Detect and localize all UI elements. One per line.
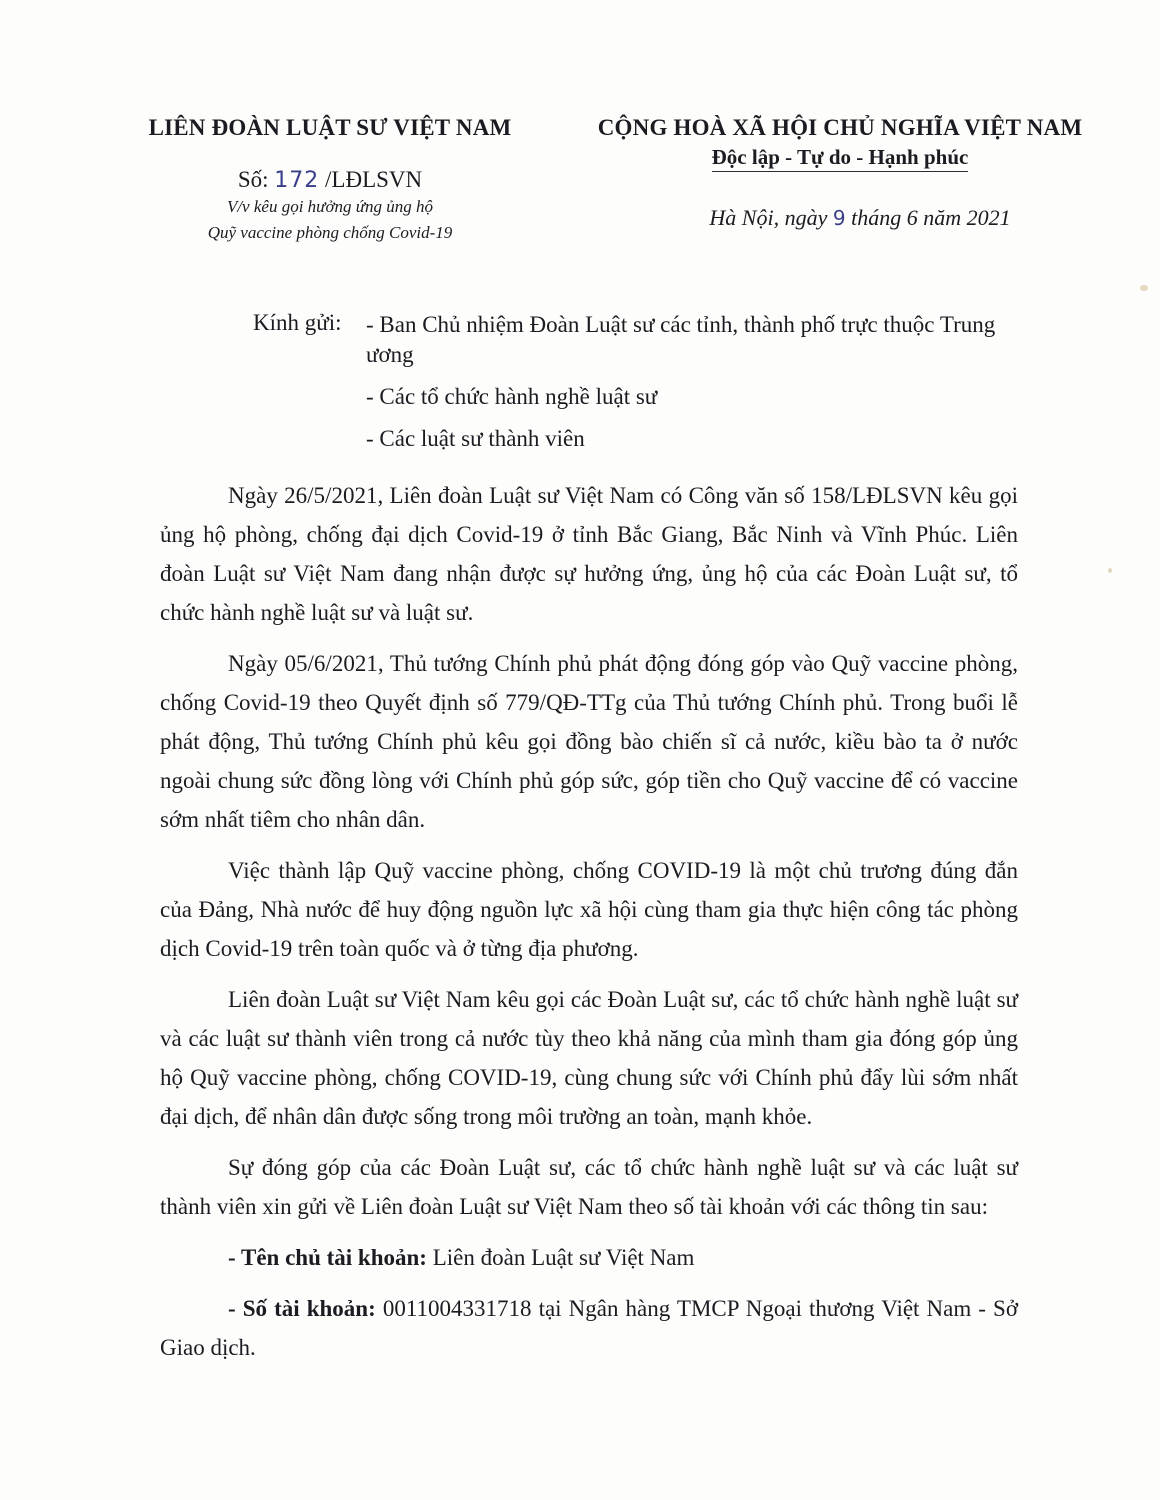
nation-title: CỘNG HOÀ XÃ HỘI CHỦ NGHĨA VIỆT NAM [597,115,1083,140]
date-suffix: tháng 6 năm 2021 [851,205,1011,230]
national-header [560,115,1120,231]
recipients-label: Kính gửi: [253,310,342,335]
account-holder-value: Liên đoàn Luật sư Việt Nam [432,1245,695,1270]
body-paragraph: Ngày 26/5/2021, Liên đoàn Luật sư Việt Nam có Công văn số 158/LĐLSVN kêu gọi ủng hộ phòng, chống đại dịch Covid-19 ở tỉnh Bắc Giang, Bắc Ninh và Vĩnh Phúc. Liên đoàn Luật sư Việt Nam đang nhận được sự hưởng ứng, ủng hộ của các Đoàn Luật sư, tổ chức hành nghề luật sư và luật sư. [160,483,1018,625]
recipients-list [366,310,1033,466]
subject-line-2: Quỹ vaccine phòng chống Covid-19 [207,223,453,242]
account-number-value: 0011004331718 tại Ngân hàng TMCP Ngoại thương Việt Nam - Sở Giao dịch. [160,1296,1018,1360]
date-prefix: Hà Nội, ngày [709,205,828,230]
body-paragraph: Việc thành lập Quỹ vaccine phòng, chống COVID-19 là một chủ trương đúng đắn của Đảng, Nhà nước để huy động nguồn lực xã hội cùng tham gia thực hiện công tác phòng dịch Covid-19 trên toàn quốc và ở từng địa phương. [160,858,1018,961]
handwritten-day: 9 [832,206,846,230]
subject-line-1: V/v kêu gọi hưởng ứng ủng hộ [226,197,434,216]
number-suffix: /LĐLSVN [325,167,423,192]
account-holder-label: - Tên chủ tài khoản: [228,1245,427,1270]
issue-date [560,205,1120,231]
recipient-item: - Các luật sư thành viên [366,426,585,451]
document-number [120,167,540,193]
body-paragraph: Liên đoàn Luật sư Việt Nam kêu gọi các Đoàn Luật sư, các tổ chức hành nghề luật sư và các luật sư thành viên trong cả nước tùy theo khả năng của mình tham gia đóng góp ủng hộ Quỹ vaccine phòng, chống COVID-19, cùng chung sức với Chính phủ đẩy lùi sớm nhất đại dịch, để nhân dân được sống trong môi trường an toàn, mạnh khỏe. [160,987,1018,1129]
scan-speck [1108,568,1112,573]
account-number-line [160,1289,1018,1367]
scan-speck [1140,285,1148,291]
recipient-item: - Các tổ chức hành nghề luật sư [366,384,658,409]
organization-name: LIÊN ĐOÀN LUẬT SƯ VIỆT NAM [148,115,512,140]
number-prefix: Số: [237,167,269,192]
letter-body [160,476,1018,1379]
recipient-item: - Ban Chủ nhiệm Đoàn Luật sư các tỉnh, thành phố trực thuộc Trung ương [366,312,996,367]
issuer-block [120,115,540,245]
handwritten-number: 172 [274,168,320,193]
recipients-block [253,310,1033,466]
body-paragraph: Sự đóng góp của các Đoàn Luật sư, các tổ chức hành nghề luật sư và các luật sư thành viên xin gửi về Liên đoàn Luật sư Việt Nam theo số tài khoản với các thông tin sau: [160,1155,1018,1219]
account-number-label: - Số tài khoản: [228,1296,376,1321]
body-paragraph: Ngày 05/6/2021, Thủ tướng Chính phủ phát động đóng góp vào Quỹ vaccine phòng, chống Covid-19 theo Quyết định số 779/QĐ-TTg của Thủ tướng Chính phủ. Trong buổi lễ phát động, Thủ tướng Chính phủ kêu gọi đồng bào chiến sĩ cả nước, kiều bào ta ở nước ngoài chung sức đồng lòng với Chính phủ góp sức, góp tiền cho Quỹ vaccine để có vaccine sớm nhất tiêm cho nhân dân. [160,651,1018,832]
account-holder-line [160,1238,1018,1277]
national-motto: Độc lập - Tự do - Hạnh phúc [712,145,969,172]
